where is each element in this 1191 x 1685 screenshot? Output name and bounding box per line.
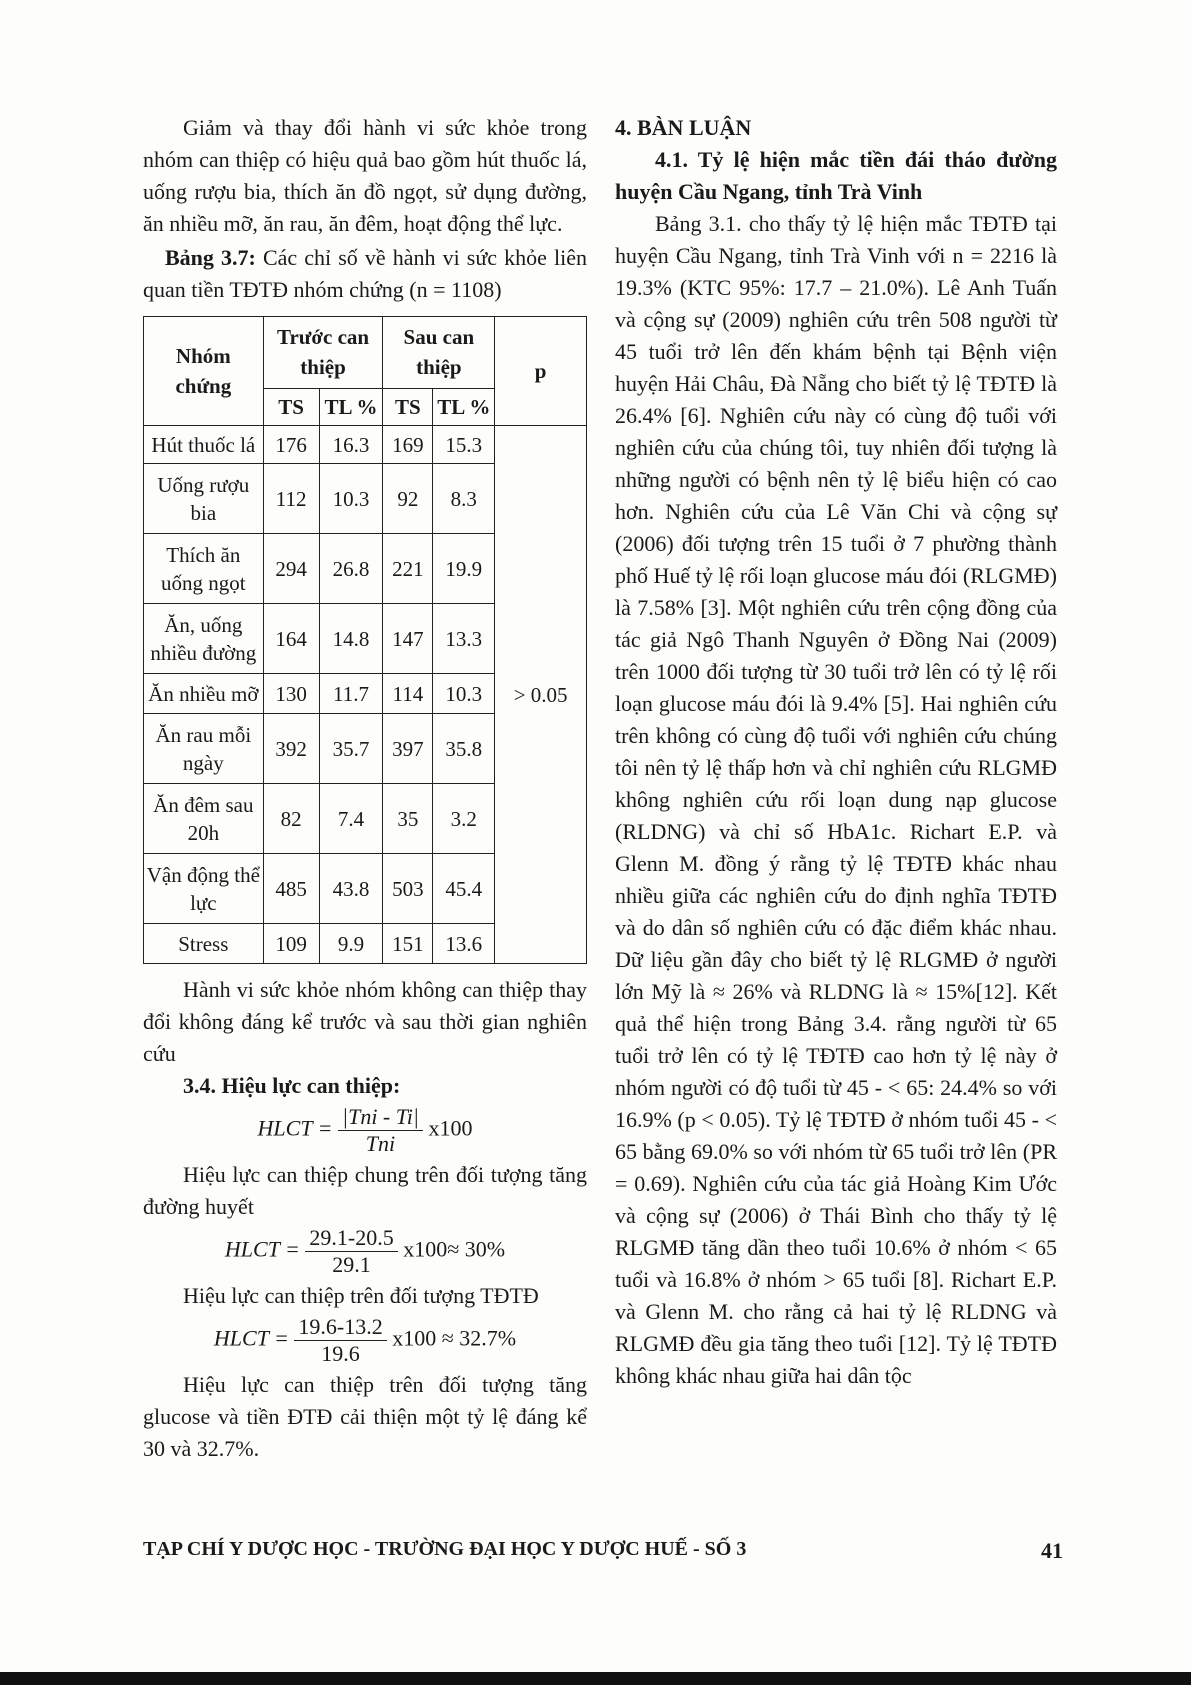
formula-rhs: x100 ≈ 32.7% bbox=[392, 1325, 517, 1351]
formula-rhs: x100≈ 30% bbox=[403, 1236, 506, 1262]
formula-lhs: HLCT = bbox=[213, 1325, 289, 1351]
cell-ts-after: 35 bbox=[383, 784, 433, 854]
page-footer bbox=[143, 1538, 1063, 1561]
behavior-table bbox=[143, 316, 587, 964]
row-label: Thích ăn uống ngọt bbox=[144, 534, 264, 604]
journal-name: TẠP CHÍ Y DƯỢC HỌC - TRƯỜNG ĐẠI HỌC Y DƯỢC HUẾ - SỐ 3 bbox=[143, 1538, 747, 1560]
cell-tl-before: 11.7 bbox=[319, 674, 383, 714]
cell-tl-after: 8.3 bbox=[433, 464, 495, 534]
paragraph: Hiệu lực can thiệp chung trên đối tượng tăng đường huyết bbox=[143, 1162, 587, 1219]
cell-ts-before: 164 bbox=[263, 604, 319, 674]
cell-tl-after: 3.2 bbox=[433, 784, 495, 854]
cell-ts-after: 221 bbox=[383, 534, 433, 604]
cell-tl-after: 10.3 bbox=[433, 674, 495, 714]
cell-ts-before: 112 bbox=[263, 464, 319, 534]
cell-tl-before: 10.3 bbox=[319, 464, 383, 534]
header-tl: TL % bbox=[433, 388, 495, 425]
header-p: p bbox=[495, 317, 587, 426]
formula-hyperglycemia bbox=[143, 1225, 587, 1278]
cell-tl-after: 45.4 bbox=[433, 854, 495, 924]
cell-ts-before: 485 bbox=[263, 854, 319, 924]
formula-denominator: 29.1 bbox=[332, 1252, 371, 1277]
row-label: Stress bbox=[144, 924, 264, 964]
header-after: Sau can thiệp bbox=[383, 317, 495, 389]
cell-tl-before: 26.8 bbox=[319, 534, 383, 604]
paragraph: Giảm và thay đổi hành vi sức khỏe trong nhóm can thiệp có hiệu quả bao gồm hút thuốc lá, uống rượu bia, thích ăn đồ ngọt, sử dụng đường, ăn nhiều mỡ, ăn rau, ăn đêm, hoạt động thể lực. bbox=[143, 115, 587, 236]
formula-fraction bbox=[305, 1225, 397, 1278]
cell-ts-after: 92 bbox=[383, 464, 433, 534]
page-number: 41 bbox=[1041, 1538, 1063, 1563]
cell-tl-after: 15.3 bbox=[433, 426, 495, 464]
cell-ts-before: 82 bbox=[263, 784, 319, 854]
header-ts: TS bbox=[383, 388, 433, 425]
paragraph: Bảng 3.1. cho thấy tỷ lệ hiện mắc TĐTĐ tại huyện Cầu Ngang, tỉnh Trà Vinh với n = 2216 là 19.3% (KTC 95%: 17.7 – 21.0%). Lê Anh Tuấn và cộng sự (2009) nghiên cứu trên 508 người từ 45 tuổi trở lên đến khám bệnh tại Bệnh viện huyện Hải Châu, Đà Nẵng cho biết tỷ lệ TĐTĐ là 26.4% [6]. Nghiên cứu này có cùng độ tuổi với nghiên cứu của chúng tôi, tuy nhiên đối tượng là những người có bệnh nên tỷ lệ biểu hiện có cao hơn. Nghiên cứu của Lê Văn Chi và cộng sự (2006) đối tượng trên 15 tuổi ở 7 phường thành phố Huế tỷ lệ rối loạn glucose máu đói (RLGMĐ) là 7.58% [3]. Một nghiên cứu trên cộng đồng của tác giả Ngô Thanh Nguyên ở Đồng Nai (2009) trên 1000 đối tượng từ 30 tuổi trở lên có tỷ lệ rối loạn glucose máu đói là 9.4% [5]. Hai nghiên cứu trên không có cùng độ tuổi với nghiên cứu chúng tôi nên tỷ lệ thấp hơn và chỉ nghiên cứu RLGMĐ không nghiên cứu rối loạn dung nạp glucose (RLDNG) và chỉ số HbA1c. Richart E.P. và Glenn M. đồng ý rằng tỷ lệ TĐTĐ khác nhau nhiều giữa các nghiên cứu do định nghĩa TĐTĐ và do dân số nghiên cứu có đặc điểm khác nhau. Dữ liệu gần đây cho biết tỷ lệ RLGMĐ ở người lớn Mỹ là ≈ 26% và RLDNG là ≈ 15%[12]. Kết quả thể hiện trong Bảng 3.4. rằng người từ 65 tuổi trở lên có tỷ lệ TĐTĐ cao hơn tỷ lệ này ở nhóm người có độ tuổi từ 45 - < 65: 24.4% so với 16.9% (p < 0.05). Tỷ lệ TĐTĐ ở nhóm tuổi 45 - < 65 bằng 69.0% so với nhóm từ 65 tuổi trở lên (PR = 0.69). Nghiên cứu của tác giả Hoàng Kim Ước và cộng sự (2006) ở Thái Bình cho thấy tỷ lệ RLGMĐ tăng dần theo tuổi 10.6% ở nhóm < 65 tuổi và 16.8% ở nhóm > 65 tuổi [8]. Richart E.P. và Glenn M. cho rằng cả hai tỷ lệ RLDNG và RLGMĐ đều gia tăng theo tuổi [12]. Tỷ lệ TĐTĐ không khác nhau giữa hai dân tộc bbox=[615, 211, 1057, 1388]
row-label: Hút thuốc lá bbox=[144, 426, 264, 464]
paragraph: Hiệu lực can thiệp trên đối tượng TĐTĐ bbox=[183, 1283, 539, 1308]
paragraph: Hành vi sức khỏe nhóm không can thiệp thay đổi không đáng kể trước và sau thời gian nghiên cứu bbox=[143, 977, 587, 1066]
cell-tl-after: 35.8 bbox=[433, 714, 495, 784]
cell-ts-after: 397 bbox=[383, 714, 433, 784]
header-before: Trước can thiệp bbox=[263, 317, 383, 389]
formula-fraction bbox=[294, 1314, 386, 1367]
scan-edge bbox=[0, 1672, 1191, 1685]
subsection-heading: 4.1. Tỷ lệ hiện mắc tiền đái tháo đường huyện Cầu Ngang, tỉnh Trà Vinh bbox=[615, 147, 1057, 204]
formula-lhs: HLCT = bbox=[257, 1115, 333, 1141]
cell-ts-before: 109 bbox=[263, 924, 319, 964]
cell-ts-after: 503 bbox=[383, 854, 433, 924]
table-caption bbox=[143, 242, 587, 306]
header-ts: TS bbox=[263, 388, 319, 425]
cell-ts-after: 169 bbox=[383, 426, 433, 464]
cell-tl-after: 19.9 bbox=[433, 534, 495, 604]
table-row bbox=[144, 426, 587, 464]
cell-tl-after: 13.6 bbox=[433, 924, 495, 964]
cell-tl-before: 43.8 bbox=[319, 854, 383, 924]
formula-numerator: 19.6-13.2 bbox=[294, 1314, 386, 1341]
row-label: Vận động thể lực bbox=[144, 854, 264, 924]
cell-tl-before: 14.8 bbox=[319, 604, 383, 674]
formula-numerator: |Tni - Ti| bbox=[338, 1104, 423, 1131]
table-label: Bảng 3.7: bbox=[165, 245, 256, 270]
table-caption-text: Các chỉ số về hành vi sức khỏe liên quan tiền TĐTĐ nhóm chứng (n = 1108) bbox=[143, 245, 587, 302]
cell-tl-before: 7.4 bbox=[319, 784, 383, 854]
formula-lhs: HLCT = bbox=[224, 1236, 300, 1262]
row-label: Ăn, uống nhiều đường bbox=[144, 604, 264, 674]
formula-fraction bbox=[338, 1104, 423, 1157]
cell-tl-before: 9.9 bbox=[319, 924, 383, 964]
formula-numerator: 29.1-20.5 bbox=[305, 1225, 397, 1252]
cell-tl-before: 35.7 bbox=[319, 714, 383, 784]
formula-denominator: Tni bbox=[365, 1131, 396, 1156]
row-label: Ăn nhiều mỡ bbox=[144, 674, 264, 714]
cell-tl-after: 13.3 bbox=[433, 604, 495, 674]
cell-ts-after: 114 bbox=[383, 674, 433, 714]
formula-prediabetes bbox=[143, 1314, 587, 1367]
cell-ts-before: 130 bbox=[263, 674, 319, 714]
section-heading: 4. BÀN LUẬN bbox=[615, 115, 752, 140]
header-group: Nhóm chứng bbox=[144, 317, 264, 426]
cell-ts-after: 151 bbox=[383, 924, 433, 964]
paragraph: Hiệu lực can thiệp trên đối tượng tăng glucose và tiền ĐTĐ cải thiện một tỷ lệ đáng kể 30 và 32.7%. bbox=[143, 1372, 587, 1461]
row-label: Ăn rau mỗi ngày bbox=[144, 714, 264, 784]
header-tl: TL % bbox=[319, 388, 383, 425]
formula-denominator: 19.6 bbox=[321, 1341, 360, 1366]
row-label: Uống rượu bia bbox=[144, 464, 264, 534]
left-column bbox=[143, 112, 587, 1465]
section-heading: 3.4. Hiệu lực can thiệp: bbox=[183, 1073, 401, 1098]
cell-ts-before: 392 bbox=[263, 714, 319, 784]
right-column bbox=[615, 112, 1057, 1392]
cell-p-value: > 0.05 bbox=[495, 426, 587, 964]
row-label: Ăn đêm sau 20h bbox=[144, 784, 264, 854]
cell-ts-after: 147 bbox=[383, 604, 433, 674]
cell-tl-before: 16.3 bbox=[319, 426, 383, 464]
formula-rhs: x100 bbox=[428, 1115, 473, 1141]
cell-ts-before: 176 bbox=[263, 426, 319, 464]
cell-ts-before: 294 bbox=[263, 534, 319, 604]
formula-general bbox=[143, 1104, 587, 1157]
